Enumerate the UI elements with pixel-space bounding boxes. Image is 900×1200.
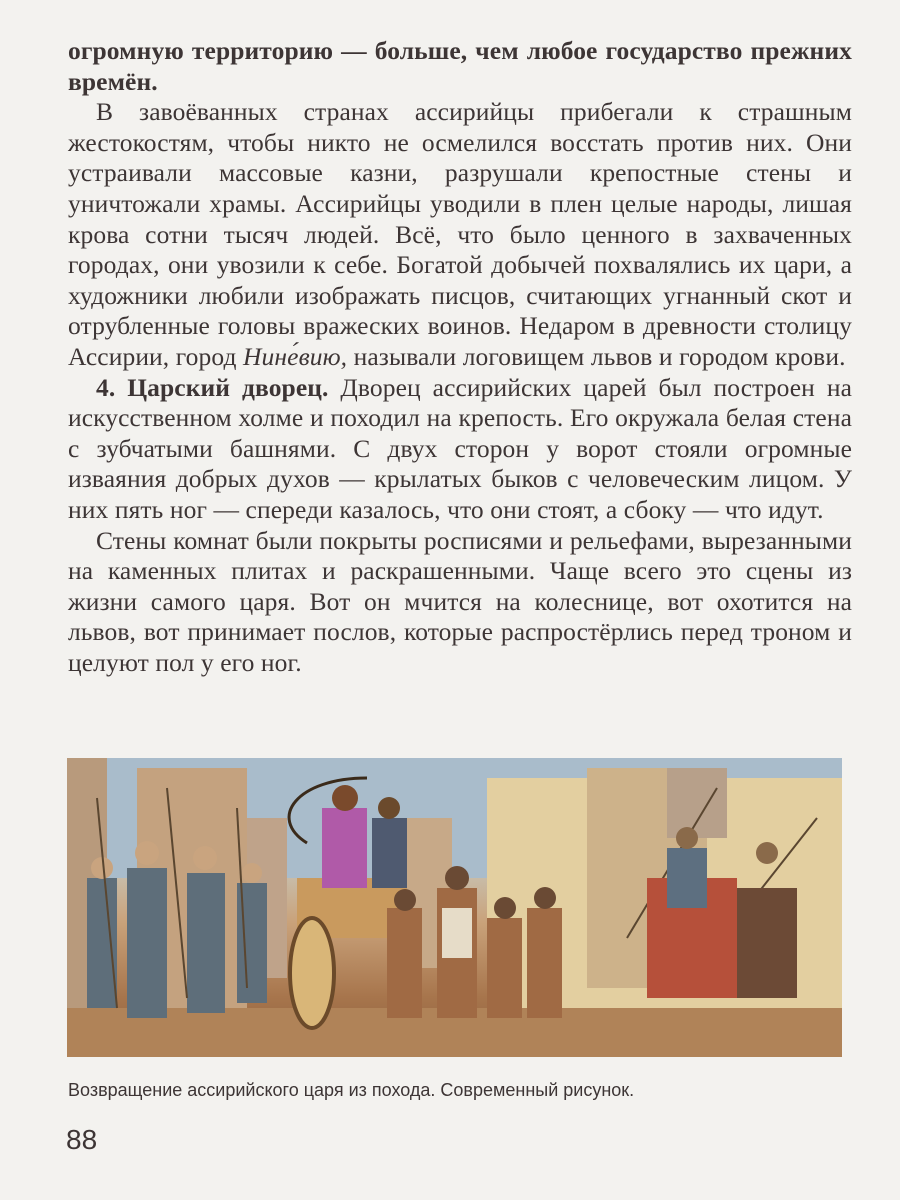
paragraph-text: В завоёванных странах ассирийцы прибегали к страшным жестокостям, чтобы никто не осмелился восстать против них. Они устраивали массовые казни, разрушали крепостные стены и уничтожали храмы. Ассирийцы уводили в плен целые народы, лишая крова сотни тысяч людей. Всё, что было ценного в захваченных городах, они увозили к себе. Богатой добычей похвалялись их цари, а художники любили изображать писцов, считающих угнанный скот и отрубленные головы вражеских воинов. Недаром в древности столицу Ассирии, город	[68, 97, 852, 371]
textbook-page	[68, 36, 852, 678]
paragraph-royal-palace	[68, 373, 852, 526]
section-heading: 4. Царский дворец.	[96, 372, 329, 402]
term-nineveh: Нине́вию,	[243, 341, 348, 371]
figure-caption: Возвращение ассирийского царя из похода. Современный рисунок.	[68, 1080, 635, 1100]
paragraph-assyrian-cruelty	[68, 97, 852, 372]
illustration-king-return	[67, 758, 842, 1057]
paragraph-wall-reliefs: Стены комнат были покрыты росписями и рельефами, вырезанными на каменных плитах и раскрашенными. Чаще всего это сцены из жизни самого царя. Вот он мчится на колеснице, вот охотится на львов, вот принимает послов, которые распростёрлись перед троном и целуют пол у его ног.	[68, 525, 852, 677]
paragraph-text: Дворец ассирийских царей был построен на искусственном холме и походил на крепость. Его окружала белая стена с зубчатыми башнями. С двух сторон у ворот стояли огромные изваяния добрых духов — крылатых быков с человеческим лицом. У них пять ног — спереди казалось, что они стоят, а сбоку — что идут.	[68, 372, 852, 524]
body-text	[68, 36, 852, 678]
paragraph-text: называли логовищем львов и городом крови.	[347, 341, 846, 371]
painting-image	[67, 758, 842, 1057]
page-number: 88	[66, 1124, 98, 1155]
paragraph-continuation: огромную территорию — больше, чем любое государство прежних времён.	[68, 36, 852, 96]
